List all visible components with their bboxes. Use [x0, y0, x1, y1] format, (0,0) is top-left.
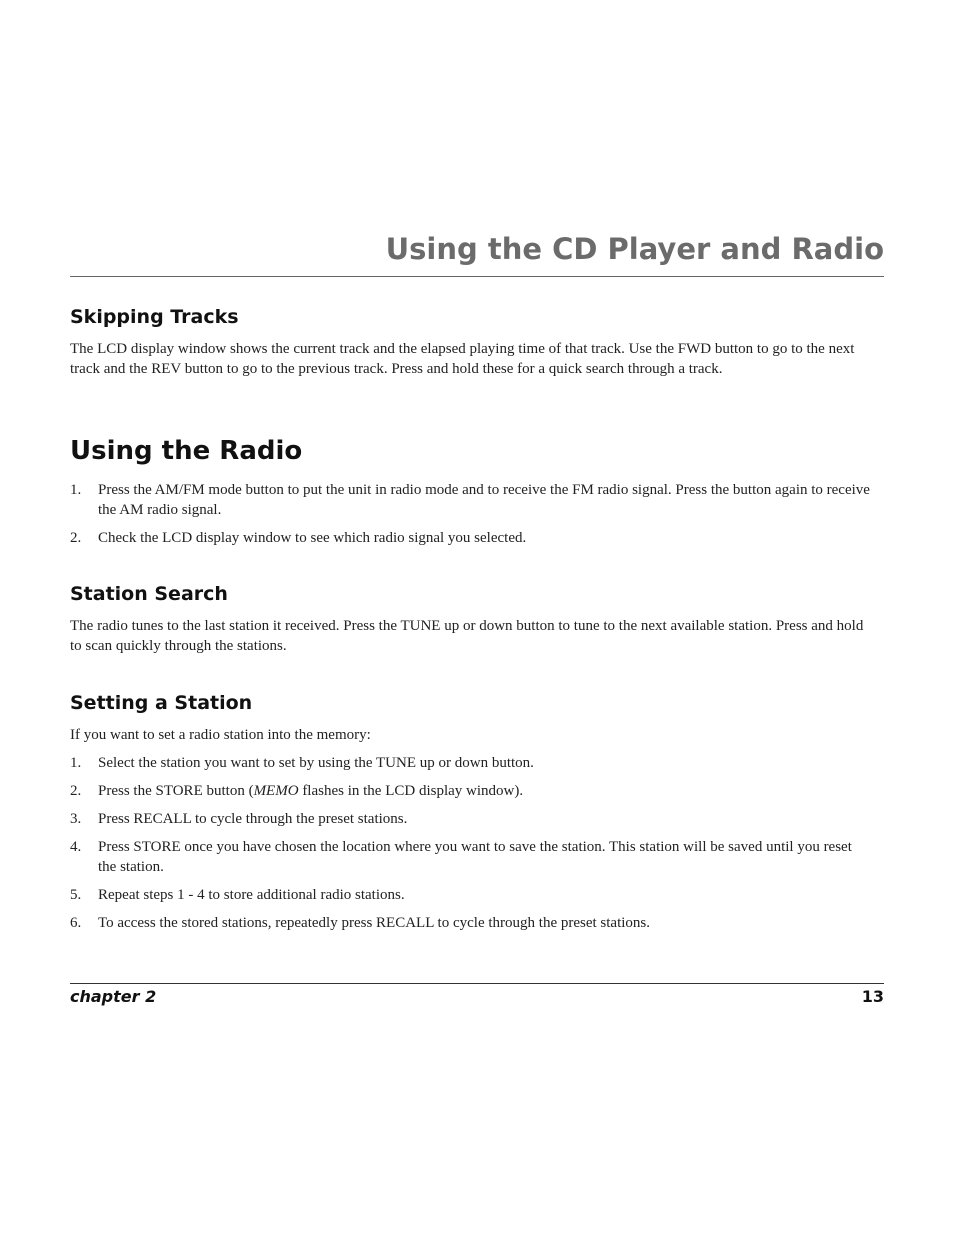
using-radio-heading: Using the Radio	[70, 436, 303, 466]
step-number: 2.	[70, 783, 82, 799]
title-divider	[70, 276, 884, 277]
skipping-tracks-body: The LCD display window shows the current track and the elapsed playing time of that track. Use the FWD button to go to the next track and the REV button to go to the previous track. Press and hold these for a quick search through a track.	[70, 341, 855, 377]
list-item	[70, 754, 870, 774]
step-number: 1.	[70, 755, 82, 771]
step-text: Check the LCD display window to see which radio signal you selected.	[98, 529, 527, 546]
step-text: Press the AM/FM mode button to put the unit in radio mode and to receive the FM radio signal. Press the button again to receive the AM radio signal.	[98, 482, 870, 518]
setting-station-intro: If you want to set a radio station into the memory:	[70, 727, 371, 743]
setting-station-heading: Setting a Station	[70, 692, 253, 714]
chapter-label: chapter 2	[70, 987, 157, 1006]
step-text: Select the station you want to set by using the TUNE up or down button.	[98, 755, 534, 771]
list-item	[70, 481, 870, 520]
step-number: 5.	[70, 886, 82, 903]
step-number: 3.	[70, 811, 82, 827]
step-text: Press RECALL to cycle through the preset stations.	[98, 811, 408, 827]
setting-station-steps	[70, 754, 870, 942]
list-item	[70, 810, 870, 830]
list-item	[70, 529, 870, 549]
using-radio-steps	[70, 481, 870, 557]
page-title: Using the CD Player and Radio	[385, 232, 884, 266]
station-search-body: The radio tunes to the last station it received. Press the TUNE up or down button to tune to the next available station. Press and hold to scan quickly through the stations.	[70, 618, 864, 654]
list-item	[70, 782, 870, 802]
step-text: Press STORE once you have chosen the location where you want to save the station. This station will be saved until you reset the station.	[98, 839, 852, 875]
step-text: To access the stored stations, repeatedly press RECALL to cycle through the preset stations.	[98, 914, 650, 931]
station-search-heading: Station Search	[70, 583, 228, 605]
step-number: 1.	[70, 482, 82, 498]
list-item	[70, 886, 870, 906]
step-number: 6.	[70, 914, 82, 931]
step-text: Repeat steps 1 - 4 to store additional radio stations.	[98, 886, 405, 903]
skipping-tracks-heading: Skipping Tracks	[70, 306, 239, 328]
page-number: 13	[861, 987, 884, 1006]
memo-indicator-text: MEMO	[253, 783, 299, 799]
footer-divider	[70, 983, 884, 984]
list-item	[70, 914, 870, 934]
step-text-before: Press the STORE button (	[98, 783, 254, 799]
step-number: 2.	[70, 529, 82, 546]
step-text-after: flashes in the LCD display window).	[298, 783, 524, 799]
step-number: 4.	[70, 839, 82, 855]
list-item	[70, 838, 870, 877]
